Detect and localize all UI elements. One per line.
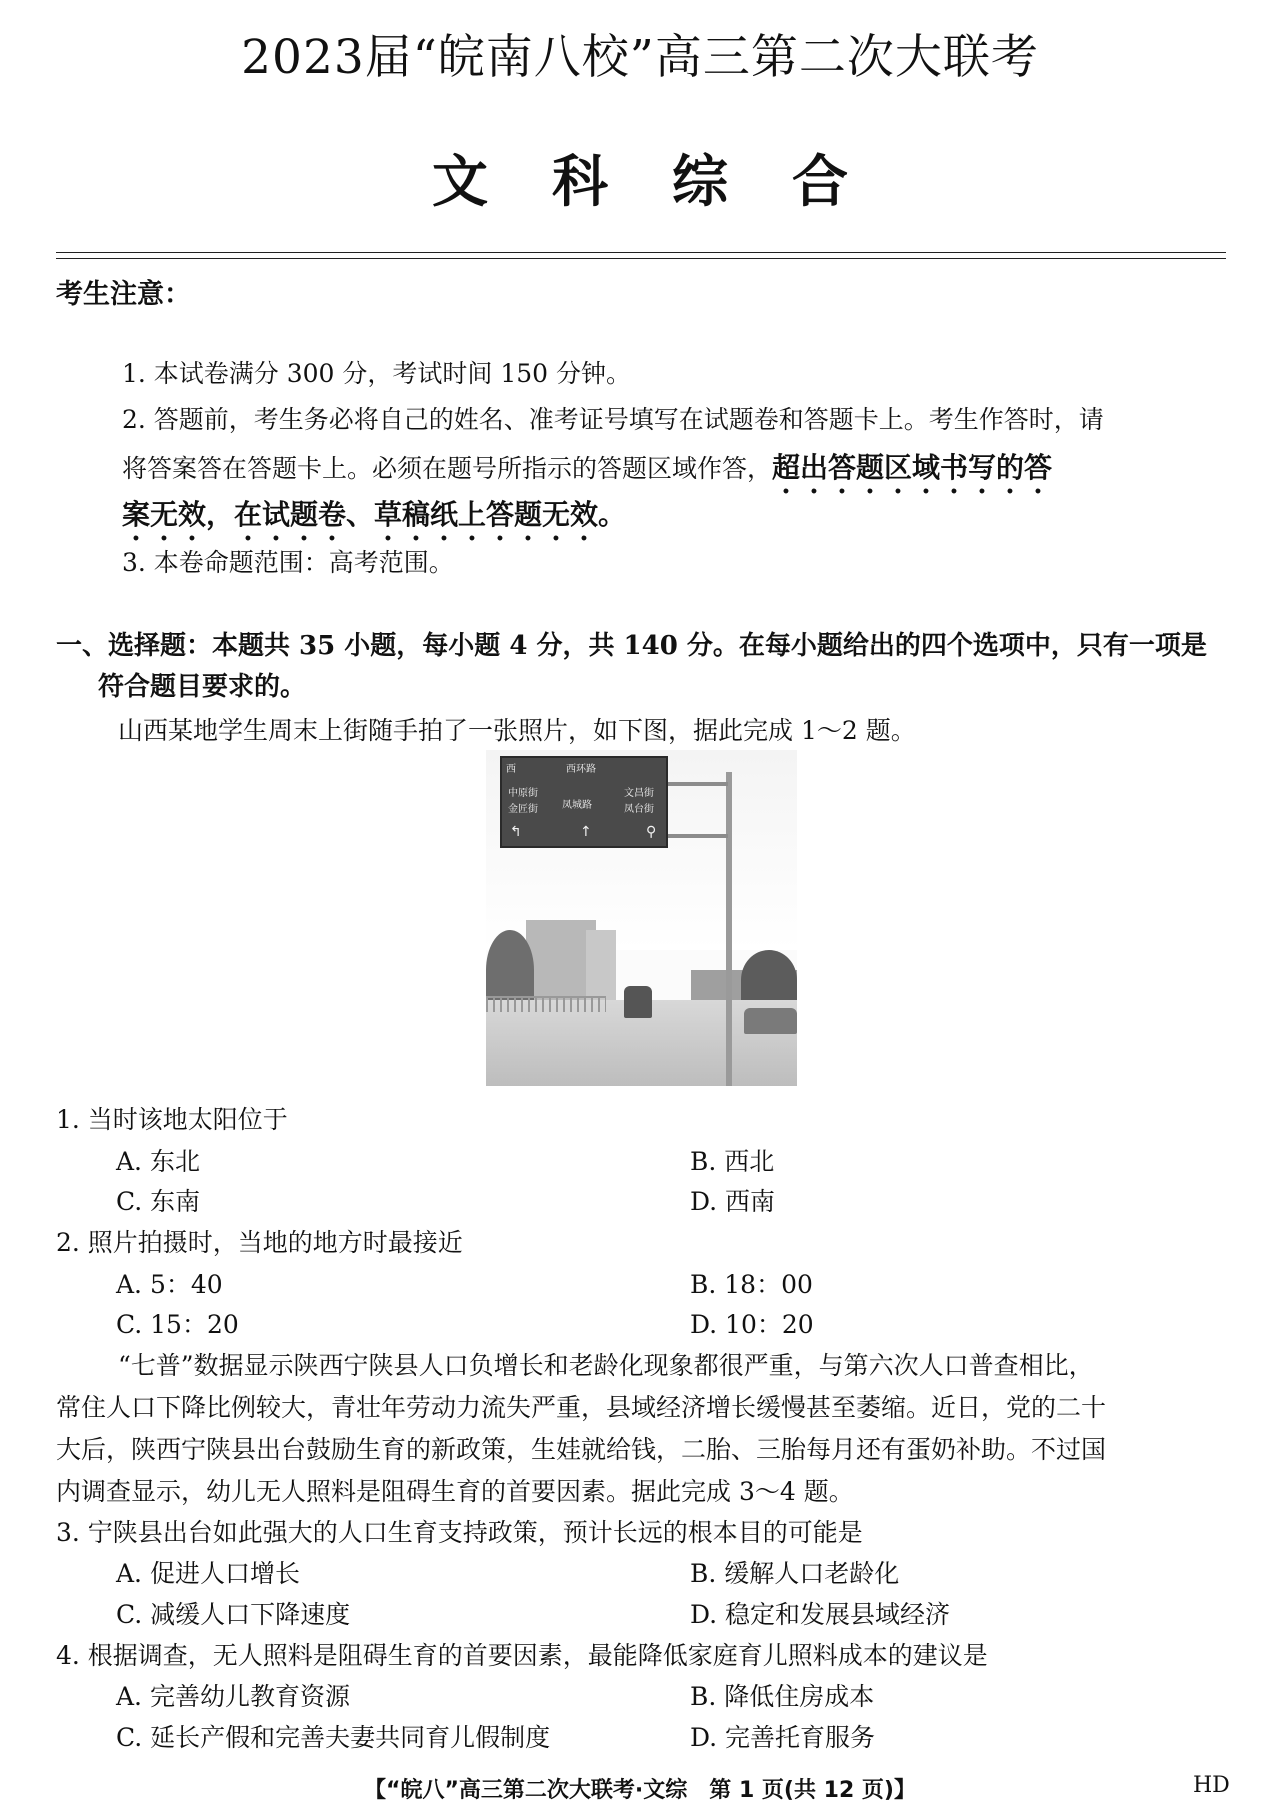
photo-building: [586, 930, 616, 1000]
q3-option-b: B. 缓解人口老龄化: [690, 1559, 900, 1588]
intro-q1-2: 山西某地学生周末上街随手拍了一张照片，如下图，据此完成 1～2 题。: [118, 716, 916, 745]
sign-left-top: 中原街: [508, 788, 538, 799]
question-2-stem: 2. 照片拍摄时，当地的地方时最接近: [56, 1228, 463, 1257]
q1-option-c: C. 东南: [116, 1187, 201, 1216]
q2-option-b: B. 18：00: [690, 1270, 813, 1299]
notice-item-1: 1. 本试卷满分 300 分，考试时间 150 分钟。: [122, 359, 632, 388]
notice-item-2-line-2: [122, 446, 1052, 500]
subject-title: 文科综合: [432, 149, 912, 215]
section-heading-line-2: 符合题目要求的。: [98, 672, 307, 702]
passage-line-1: “七普”数据显示陕西宁陕县人口负增长和老龄化现象都很严重，与第六次人口普查相比，: [118, 1351, 1094, 1380]
street-photo: [486, 750, 797, 1086]
q1-option-b: B. 西北: [690, 1147, 775, 1176]
sign-west: 西: [506, 764, 516, 775]
photo-fence: [486, 996, 606, 1012]
sign-right-top: 文昌街: [624, 788, 654, 799]
sign-left-bottom: 金匠街: [508, 804, 538, 815]
exam-title: 2023届“皖南八校”高三第二次大联考: [241, 30, 1039, 85]
straight-arrow-icon: ↑: [580, 824, 592, 840]
passage-line-4: 内调查显示，幼儿无人照料是阻碍生育的首要因素。据此完成 3～4 题。: [56, 1477, 854, 1506]
question-3-stem: 3. 宁陕县出台如此强大的人口生育支持政策，预计长远的根本目的可能是: [56, 1518, 863, 1547]
q3-option-d: D. 稳定和发展县域经济: [690, 1600, 951, 1629]
left-turn-arrow-icon: ↰: [510, 824, 522, 840]
q4-option-b: B. 降低住房成本: [690, 1682, 875, 1711]
q2-option-d: D. 10：20: [690, 1310, 814, 1339]
notice-item-2-line-3: [122, 493, 626, 547]
question-1-stem: 1. 当时该地太阳位于: [56, 1105, 288, 1134]
sign-center: 凤城路: [562, 800, 592, 811]
sign-right-bottom: 凤台街: [624, 804, 654, 815]
sign-arm: [668, 834, 728, 838]
question-4-stem: 4. 根据调查，无人照料是阻碍生育的首要因素，最能降低家庭育儿照料成本的建议是: [56, 1641, 988, 1670]
q2-option-a: A. 5：40: [116, 1270, 223, 1299]
notice-item-2-line-1: 2. 答题前，考生务必将自己的姓名、准考证号填写在试题卷和答题卡上。考生作答时，请: [122, 405, 1104, 434]
q1-option-d: D. 西南: [690, 1187, 776, 1216]
sign-north-road: 西环路: [566, 764, 596, 775]
bicycle-icon: ⚲: [646, 824, 657, 840]
q4-option-d: D. 完善托育服务: [690, 1723, 876, 1752]
photo-car: [624, 986, 652, 1018]
road-sign: [500, 756, 668, 848]
notice-emphasis-1: 超出答题区域书写的答: [772, 451, 1053, 484]
notice-item-3: 3. 本卷命题范围：高考范围。: [122, 548, 454, 577]
passage-line-3: 大后，陕西宁陕县出台鼓励生育的新政策，生娃就给钱，二胎、三胎每月还有蛋奶补助。不过国: [56, 1435, 1107, 1464]
notice-emphasis-2: 案无效，在试题卷、草稿纸上答题无效。: [122, 498, 627, 531]
q4-option-c: C. 延长产假和完善夫妻共同育儿假制度: [116, 1723, 551, 1752]
q3-option-a: A. 促进人口增长: [116, 1559, 300, 1588]
footer-code: HD: [1193, 1773, 1230, 1798]
q1-option-a: A. 东北: [116, 1147, 200, 1176]
sign-arm: [668, 782, 728, 786]
notice-heading: 考生注意：: [56, 279, 191, 310]
header-divider-bottom: [56, 258, 1226, 259]
q3-option-c: C. 减缓人口下降速度: [116, 1600, 351, 1629]
photo-car: [744, 1008, 797, 1034]
header-divider-top: [56, 252, 1226, 253]
section-heading-line-1: 一、选择题：本题共 35 小题，每小题 4 分，共 140 分。在每小题给出的四个选项中，只有一项是: [56, 631, 1207, 661]
notice-item-2-text: 将答案答在答题卡上。必须在题号所指示的答题区域作答，: [122, 454, 773, 483]
page-footer: 【“皖八”高三第二次大联考·文综 第 1 页(共 12 页)】: [364, 1778, 916, 1803]
passage-line-2: 常住人口下降比例较大，青壮年劳动力流失严重，县域经济增长缓慢甚至萎缩。近日，党的二十: [56, 1393, 1107, 1422]
q4-option-a: A. 完善幼儿教育资源: [116, 1682, 350, 1711]
q2-option-c: C. 15：20: [116, 1310, 239, 1339]
sign-pole: [726, 772, 732, 1086]
